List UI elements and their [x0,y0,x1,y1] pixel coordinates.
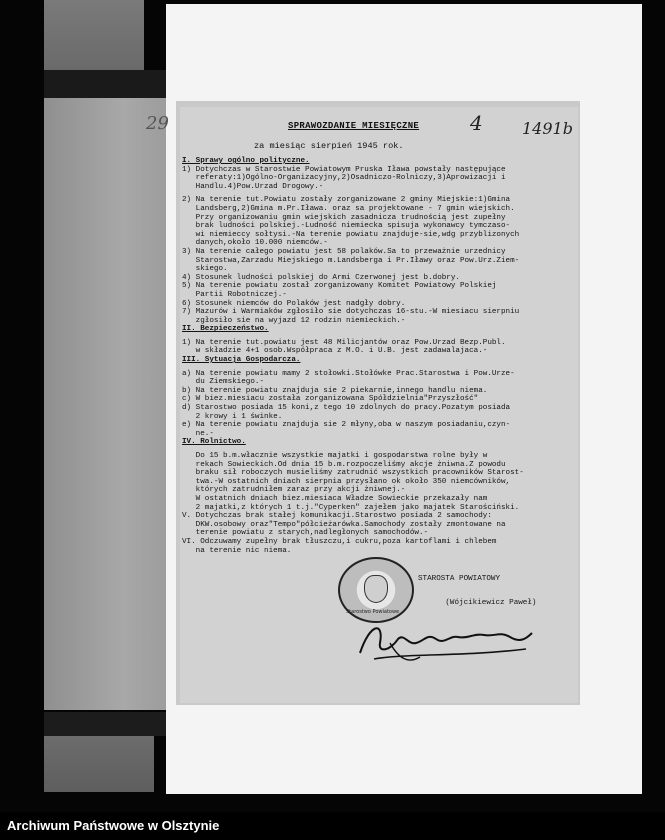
report-line: danych,około 10.000 niemców.- [182,239,328,248]
report-line: wi niemieccy sołtysi.-Na terenie powiatu znajduje-sie,wdg przyblizonych [182,230,520,239]
report-line: Partii Robotniczej.- [182,290,287,299]
report-line: których zatrudniłem zaraz przy akcji żniwnej.- [182,486,406,495]
report-line: a) Na terenie powiatu mamy 2 stołowki.Stołówke Prac.Starostwa i Pow.Urze- [182,369,515,378]
binder-dark-band-bottom [44,712,166,736]
report-line: skiego. [182,265,228,274]
report-line: e) Na terenie powiatu znajduja sie 2 młyny,oba w naszym posiadaniu,czyn- [182,421,511,430]
report-line: twa.-W ostatnich dniach sierpnia przysłano ok około 350 niemcówników, [182,477,511,486]
section-heading: I. Sprawy ogólno polityczne. [182,157,310,165]
stamp-text: Starostwo Powiatowe [346,609,400,615]
report-line: V. Dotychczas brak stałej komunikacji.Starostwo posiada 2 samochody: [182,512,492,521]
report-line: 1) Na terenie tut.powiatu jest 48 Milicjantów oraz Pow.Urzad Bezp.Publ. [182,338,506,347]
report-line: 4) Stosunek ludności polskiej do Armi Czerwonej jest b.dobry. [182,273,460,282]
margin-handwritten-mark: 29 [146,113,169,134]
report-line: b) Na terenie powiatu znajduja sie 2 piekarnie,innego handlu niema. [182,386,488,395]
section-heading: III. Sytuacja Gospodarcza. [182,356,301,365]
report-line: W ostatnich dniach biez.miesiaca Władze Sowieckie przekazały nam [182,494,488,503]
report-line: 7) Mazurów i Warmiaków zgłosiło sie dotychczas 16-stu.-W miesiacu sierpniu [182,308,520,317]
report-subtitle: za miesiąc sierpień 1945 rok. [254,141,404,151]
report-line: rekach Sowieckich.Od dnia 15 b.m.rozpoczeliśmy akcje żniwna.Z powodu [182,460,506,469]
archive-footer [0,812,665,840]
report-title: SPRAWOZDANIE MIESIĘCZNE [288,121,420,131]
binder-cover-top [44,0,144,70]
section-heading: II. Bezpieczeństwo. [182,325,269,334]
report-line: zgłosiło sie na wyjazd 12 rodzin niemieckich.- [182,316,406,325]
report-line: terenie powiatu z starych,nadległonych samochodów.- [182,529,429,538]
report-line: 5) Na terenie powiatu został zorganizowany Komitet Powiatowy Polskiej [182,282,497,291]
report-line: du Ziemskiego.- [182,378,265,387]
report-line: referaty:1)Ogólno-Organizacyjny,2)Osadniczo-Rolniczy,3)Aprowizacji i [182,174,506,183]
handwritten-mark: 4 [470,111,483,135]
report-line: 6) Stosunek niemców do Polaków jest nadgły dobry. [182,299,406,308]
report-line: Starostwa,Zarzadu Miejskiego m.Landsberga i Pr.Iławy oraz Pow.Urz.Ziem- [182,256,520,265]
report-line: 1) Dotychczas w Starostwie Powiatowym Pruska Iława powstały następujące [182,165,506,174]
report-line: Do 15 b.m.włacznie wszystkie majatki i gospodarstwa rolne były w [182,452,488,460]
report-line: Przy organizowaniu gmin wiejskich zasadnicza trudnością jest zupełny [182,213,506,222]
report-line: 2) Na terenie tut.Powiatu zostały zorganizowane 2 gminy Miejskie:1)Gmina [182,196,511,205]
report-line: c) W biez.miesiacu została zorganizowana Spółdzielnia"Przyszłość" [182,395,479,404]
handwritten-signature [350,613,540,665]
handwritten-number: 1491b [522,119,573,138]
report-line: 2 majatki,z których 1 t.j."Cyperken" zajełem jako majatek Starościński. [182,503,520,512]
report-paper [146,107,578,703]
report-body [182,157,578,555]
binder-dark-band [44,70,166,98]
typed-report-page [146,101,580,705]
report-line: DKW.osobowy oraz"Tempo"półcieżarówka.Samochody zostały zmontowane na [182,520,506,529]
report-line: ne.- [182,429,214,438]
report-line: VI. Odczuwamy zupełny brak tłuszczu,i cukru,poza kartoflami i chlebem [182,537,497,546]
binder-cover-bottom [44,736,154,792]
report-line: d) Starostwo posiada 15 koni,z tego 10 zdolnych do pracy.Pozatym posiada [182,404,511,413]
section-heading: IV. Rolnictwo. [182,438,246,447]
signature-block: STAROSTA POWIATOWY (Wójcikiewicz Paweł) [418,575,537,607]
report-line: Handlu.4)Pow.Urzad Drogowy.- [182,182,324,191]
report-line: 3) Na terenie całego powiatu jest 58 polaków.Sa to przeważnie urzednicy [182,247,506,256]
eagle-emblem-icon [364,575,388,603]
report-line: w składzie 4+1 osob.Współpraca z M.O. i U.B. jest zadawalajaca.- [182,347,488,356]
archive-label: Archiwum Państwowe w Olsztynie [7,818,220,833]
binder-cover-left [44,98,176,710]
report-line: brak ludności polskiej.-Ludność niemiecka spisuja wykonawcy tymczaso- [182,222,511,231]
report-line: braku sił roboczych musieliśmy zatrudnić wszystkich pracowników Starost- [182,469,524,478]
report-line: 2 krowy i 1 świnke. [182,412,283,421]
report-line: na terenie nic niema. [182,546,292,555]
report-line: Landsberg,2)Gmina m.Pr.Iława. oraz sa projektowane - 7 gmin wiejskich. [182,204,515,213]
